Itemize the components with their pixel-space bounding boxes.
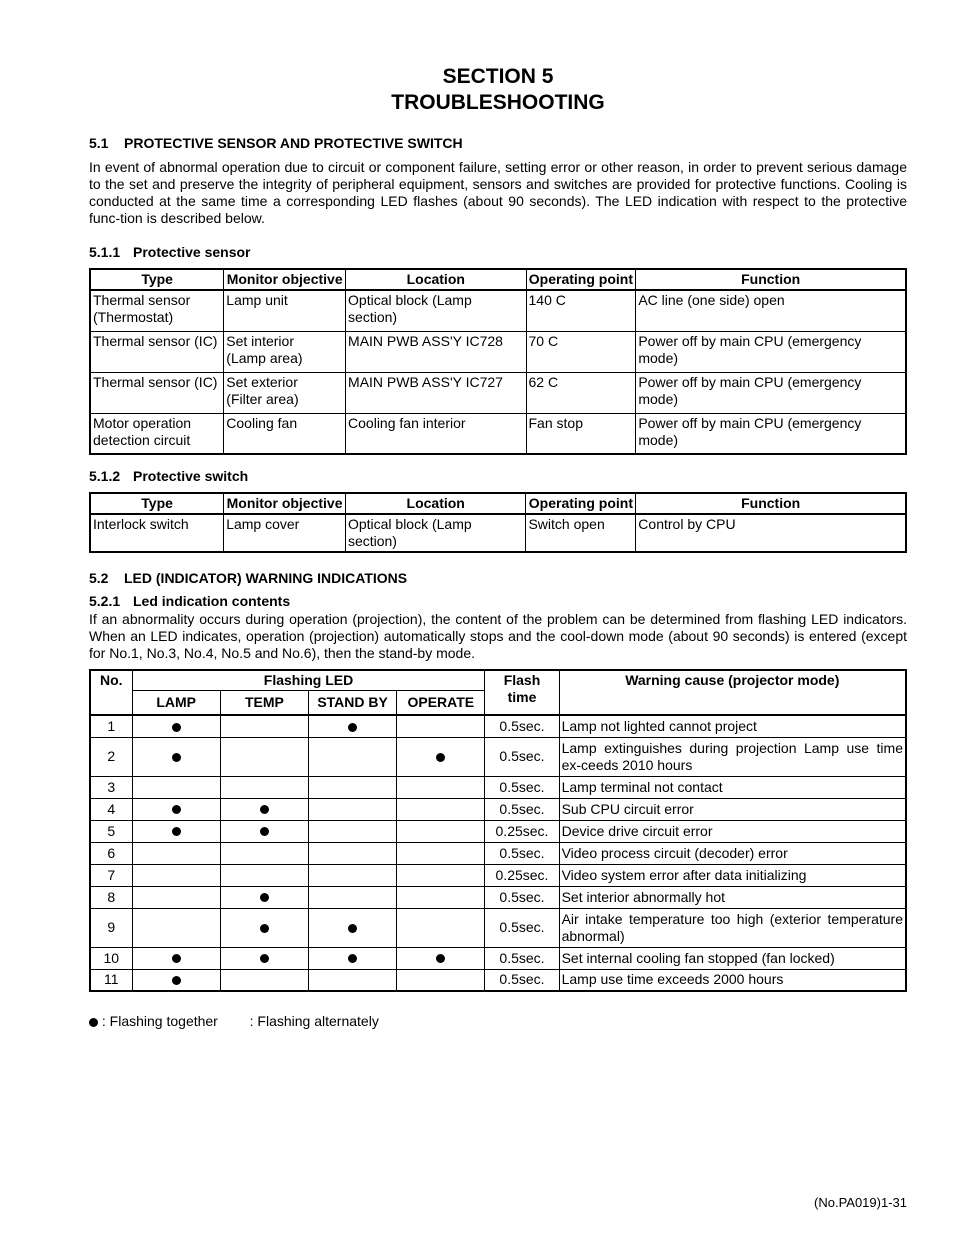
filled-dot-icon xyxy=(172,753,181,762)
filled-dot-icon xyxy=(260,954,269,963)
table-header-row xyxy=(90,670,906,691)
header-function: Function xyxy=(636,493,906,514)
header-monitor: Monitor objective xyxy=(224,493,346,514)
header-no: No. xyxy=(90,670,132,715)
header-location: Location xyxy=(346,269,526,290)
header-temp: TEMP xyxy=(220,691,308,716)
filled-dot-icon xyxy=(436,753,445,762)
table-row: Motor operation detection circuit Cooling fan Cooling fan interior Fan stop Power off by main CPU (emergency mode) xyxy=(90,413,906,454)
table-row: 6 0.5sec. Video process circuit (decoder) error xyxy=(90,842,906,864)
header-operating: Operating point xyxy=(526,493,636,514)
filled-dot-icon xyxy=(172,954,181,963)
table-row: Thermal sensor (Thermostat) Lamp unit Optical block (Lamp section) 140 C AC line (one side) open xyxy=(90,290,906,331)
table-row: 10 0.5sec. Set internal cooling fan stopped (fan locked) xyxy=(90,947,906,969)
filled-dot-icon xyxy=(348,924,357,933)
led-table-body xyxy=(90,715,906,991)
paragraph-5-1: In event of abnormal operation due to circuit or component failure, setting error or other reason, in order to prevent serious damage to the set and preserve the integrity of peripheral equipment, sensors and switches are provided for protective functions. Cooling is conducted at the same time a corresponding LED flashes (about 90 seconds). The LED indication with respect to the protective func-tion is described below. xyxy=(89,159,907,226)
heading-5-1: 5.1 PROTECTIVE SENSOR AND PROTECTIVE SWITCH xyxy=(89,135,463,151)
header-operating: Operating point xyxy=(526,269,636,290)
table-row: Thermal sensor (IC) Set exterior (Filter area) MAIN PWB ASS'Y IC727 62 C Power off by main CPU (emergency mode) xyxy=(90,372,906,413)
filled-dot-icon xyxy=(172,805,181,814)
heading-5-2: 5.2 LED (INDICATOR) WARNING INDICATIONS xyxy=(89,570,408,586)
section-title: SECTION 5 TROUBLESHOOTING xyxy=(391,65,605,114)
filled-dot-icon xyxy=(172,976,181,985)
header-type: Type xyxy=(90,493,224,514)
filled-dot-icon xyxy=(348,723,357,732)
filled-dot-icon xyxy=(172,723,181,732)
filled-dot-icon xyxy=(260,893,269,902)
header-monitor: Monitor objective xyxy=(224,269,346,290)
filled-dot-icon xyxy=(172,827,181,836)
table-header-row xyxy=(90,493,906,514)
table-row: 11 0.5sec. Lamp use time exceeds 2000 hours xyxy=(90,969,906,991)
table-row: Thermal sensor (IC) Set interior (Lamp area) MAIN PWB ASS'Y IC728 70 C Power off by main CPU (emergency mode) xyxy=(90,331,906,372)
heading-5-1-1: 5.1.1 Protective sensor xyxy=(89,244,251,260)
header-warning-cause: Warning cause (projector mode) xyxy=(559,670,906,715)
header-function: Function xyxy=(636,269,906,290)
filled-dot-icon xyxy=(260,924,269,933)
page-footer: (No.PA019)1-31 xyxy=(814,1195,907,1210)
filled-dot-icon xyxy=(260,827,269,836)
table-row: 9 0.5sec. Air intake temperature too high (exterior temperature abnormal) xyxy=(90,908,906,947)
filled-dot-icon xyxy=(436,954,445,963)
table-row: 8 0.5sec. Set interior abnormally hot xyxy=(90,886,906,908)
table-row: 7 0.25sec. Video system error after data initializing xyxy=(90,864,906,886)
header-location: Location xyxy=(345,493,526,514)
table-row: 5 0.25sec. Device drive circuit error xyxy=(90,820,906,842)
header-type: Type xyxy=(90,269,224,290)
table-row: 4 0.5sec. Sub CPU circuit error xyxy=(90,798,906,820)
header-lamp: LAMP xyxy=(132,691,220,716)
table-row: 2 0.5sec. Lamp extinguishes during projection Lamp use time ex-ceeds 2010 hours xyxy=(90,737,906,776)
legend: : Flashing together : Flashing alternately xyxy=(89,1013,379,1029)
header-flash-time: Flash time xyxy=(485,670,559,715)
heading-5-1-2: 5.1.2 Protective switch xyxy=(89,468,249,484)
table-header-row xyxy=(90,269,906,290)
table-row: Interlock switch Lamp cover Optical block (Lamp section) Switch open Control by CPU xyxy=(90,514,906,552)
led-indication-table xyxy=(89,669,907,992)
filled-dot-icon xyxy=(89,1018,98,1027)
protective-sensor-table xyxy=(89,268,907,455)
filled-dot-icon xyxy=(348,954,357,963)
header-operate: OPERATE xyxy=(397,691,485,716)
heading-5-2-1: 5.2.1 Led indication contents xyxy=(89,593,291,609)
table-row: 1 0.5sec. Lamp not lighted cannot project xyxy=(90,715,906,737)
protective-switch-table xyxy=(89,492,907,553)
paragraph-5-2-1: If an abnormality occurs during operation (projection), the content of the problem can be determined from flashing LED indicators. When an LED indicates, operation (projection) automatically stops and the cool-down mode (about 90 seconds) is entered (except for No.1, No.3, No.4, No.5 and No.6), then the stand-by mode. xyxy=(89,611,907,661)
header-standby: STAND BY xyxy=(309,691,397,716)
filled-dot-icon xyxy=(260,805,269,814)
header-flashing-led: Flashing LED xyxy=(132,670,485,691)
table-row: 3 0.5sec. Lamp terminal not contact xyxy=(90,776,906,798)
